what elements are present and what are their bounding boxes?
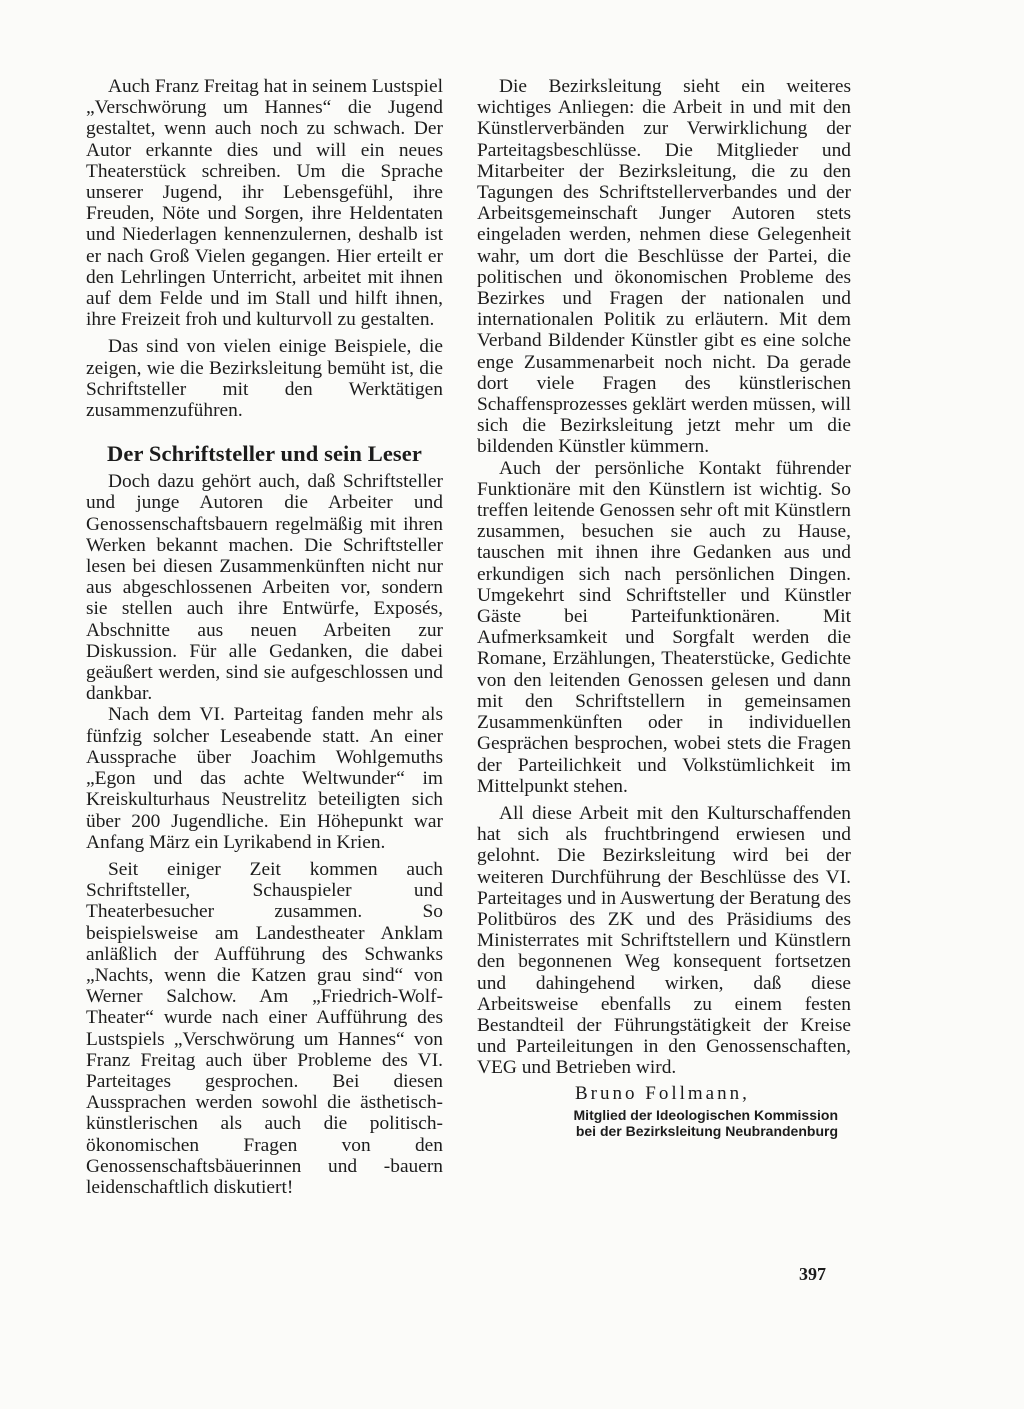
author-role-line-2: bei der Bezirksleitung Neubrandenburg [575,1122,838,1139]
paragraph-theaterbesucher: Seit einiger Zeit kommen auch Schriftsteller, Schauspieler und Theaterbesucher zusammen. So beispielsweise am Landestheater Anklam anläßlich der Aufführung des Schwanks „Nachts, wenn die Katzen grau sind“ von Werner Salchow. Am „Friedrich-Wolf-Theater“ wurde nach einer Aufführung des Lustspiels „Verschwörung um Hannes“ von Franz Freitag auch über Probleme des VI. Parteitages gesprochen. Bei diesen Aussprachen werden sowohl die ästhetisch-künstlerischen als auch die politisch-ökonomischen Fragen von den Genossenschaftsbäuerinnen und -bauern leidenschaftlich diskutiert! [86,858,443,1198]
section-heading: Der Schriftsteller und sein Leser [107,441,422,467]
paragraph-doch-dazu: Doch dazu gehört auch, daß Schriftsteller und junge Autoren die Arbeiter und Genossenschaftsbauern regelmäßig mit ihren Werken bekannt machen. Die Schriftsteller lesen bei diesen Zusammenkünften nicht nur aus abgeschlossenen Arbeiten vor, sondern sie stellen auch ihre Entwürfe, Exposés, Abschnitte aus neuen Arbeiten zur Diskussion. Für alle Gedanken, die dabei geäußert werden, sind sie aufgeschlossen und dankbar. [86,471,443,705]
paragraph-all-diese-arbeit: All diese Arbeit mit den Kulturschaffenden hat sich als fruchtbringend erwiesen und gelohnt. Die Bezirksleitung wird bei der weiteren Durchführung der Beschlüsse des VI. Parteitages und in Auswertung der Beratung des Politbüros des ZK und des Präsidiums des Ministerrates mit Schriftstellern und Künstlern den begonnenen Weg konsequent fortsetzen und dahingehend wirken, daß diese Arbeitsweise ebenfalls zu einem festen Bestandteil der Führungstätigkeit der Kreise und Parteileitungen in den Genossenschaften, VEG und Betrieben wird. [477,802,851,1079]
author-name: Bruno Follmann, [575,1082,750,1104]
right-column [477,76,851,1139]
paragraph-beispiele: Das sind von vielen einige Beispiele, die zeigen, wie die Bezirksleitung bemüht ist, die Schriftsteller mit den Werktätigen zusammenzuführen. [86,336,443,422]
paragraph-persoenlicher-kontakt: Auch der persönliche Kontakt führender Funktionäre mit den Künstlern ist wichtig. So treffen leitende Genossen sehr oft mit Künstlern zusammen, besuchen sie auch zu Hause, tauschen mit ihnen ihre Gedanken aus und erkundigen sich nach persönlichen Dingen. Umgekehrt sind Schriftsteller und Künstler Gäste bei Parteifunktionären. Mit Aufmerksamkeit und Sorgfalt werden die Romane, Erzählungen, Theaterstücke, Gedichte von den leitenden Genossen gelesen und dann mit den Schriftstellern in gemeinsamen Zusammenkünften oder in individuellen Gesprächen besprochen, wobei stets die Fragen der Parteilichkeit und Volkstümlichkeit im Mittelpunkt stehen. [477,457,851,797]
paragraph-parteitag-leseabende: Nach dem VI. Parteitag fanden mehr als fünfzig solcher Leseabende statt. An einer Aussprache über Joachim Wohlgemuths „Egon und das achte Weltwunder“ im Kreiskulturhaus Neustrelitz beteiligten sich über 200 Jugendliche. Ein Höhepunkt war Anfang März ein Lyrikabend in Krien. [86,704,443,853]
author-role-line-1: Mitglied der Ideologischen Kommission [573,1106,838,1123]
page-number: 397 [799,1264,826,1284]
paragraph-kuenstlerverbaende: Die Bezirksleitung sieht ein weiteres wichtiges Anliegen: die Arbeit in und mit den Künstlerverbänden zur Verwirklichung der Parteitagsbeschlüsse. Die Mitglieder und Mitarbeiter der Bezirksleitung, die zu den Tagungen des Schriftstellerverbandes und der Arbeitsgemeinschaft Junger Autoren stets eingeladen werden, nehmen diese Gelegenheit wahr, um dort die Beschlüsse der Partei, die politischen und ökonomischen Probleme des Bezirkes und Fragen der nationalen und internationalen Politik zu erläutern. Mit dem Verband Bildender Künstler gibt es eine solche enge Zusammenarbeit noch nicht. Da gerade dort viele Fragen des künstlerischen Schaffensprozesses geklärt werden müssen, will sich die Bezirksleitung jetzt mehr um die bildenden Künstler kümmern. [477,76,851,458]
left-column [86,76,443,1198]
paragraph-franz-freitag: Auch Franz Freitag hat in seinem Lustspiel „Verschwörung um Hannes“ die Jugend gestaltet, wenn auch noch zu schwach. Der Autor erkannte dies und will ein neues Theaterstück schreiben. Um die Sprache unserer Jugend, ihr Lebensgefühl, ihre Freuden, Nöte und Sorgen, ihre Heldentaten und Niederlagen kennenzulernen, deshalb ist er nach Groß Vielen gegangen. Hier erteilt er den Lehrlingen Unterricht, arbeitet mit ihnen auf dem Felde und im Stall und hilft ihnen, ihre Freizeit froh und kulturvoll zu gestalten. [86,76,443,331]
